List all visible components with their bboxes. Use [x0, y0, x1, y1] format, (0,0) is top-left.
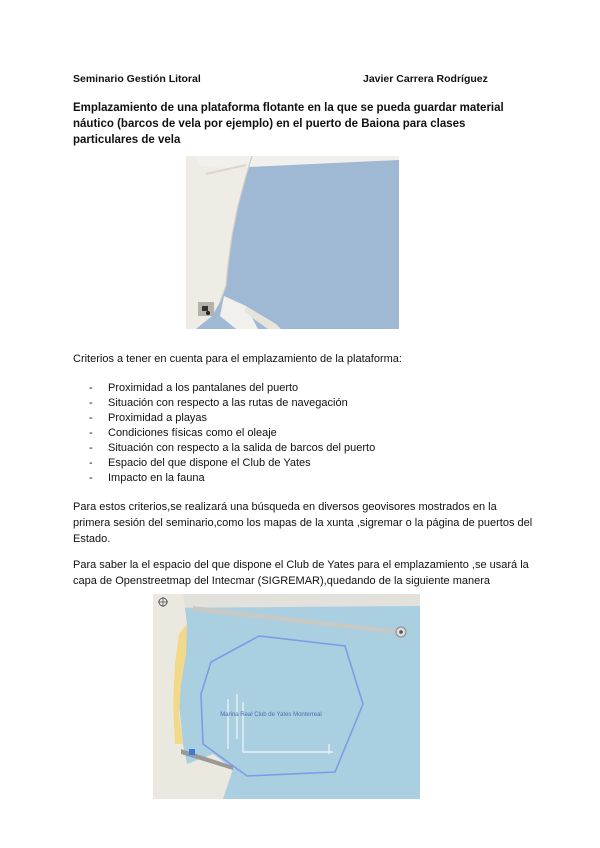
document-header	[73, 73, 533, 85]
bullet-dash: -	[89, 397, 93, 409]
openstreetmap-image	[153, 594, 420, 799]
port-map-image	[186, 156, 399, 329]
bullet-dash: -	[89, 472, 93, 484]
list-item: - Espacio del que dispone el Club de Yates	[89, 457, 311, 469]
bullet-dash: -	[89, 382, 93, 394]
bullet-dash: -	[89, 442, 93, 454]
paragraph-geoviewers: Para estos criterios,se realizará una búsqueda en diversos geovisores mostrados en la primera sesión del seminario,como los mapas de la xunta ,sigremar o la página de puertos del Estado.	[73, 501, 533, 545]
author-name: Javier Carrera Rodríguez	[363, 73, 488, 85]
list-item: - Situación con respecto a las rutas de navegación	[89, 397, 348, 409]
list-item: - Impacto en la fauna	[89, 472, 205, 484]
port-map-svg	[186, 156, 399, 329]
criteria-intro: Criterios a tener en cuenta para el emplazamiento de la plataforma:	[73, 353, 402, 365]
bullet-dash: -	[89, 457, 93, 469]
list-item: - Condiciones físicas como el oleaje	[89, 427, 277, 439]
document-title: Emplazamiento de una plataforma flotante en la que se pueda guardar material náutico (barcos de vela por ejemplo) en el puerto de Baiona para clases particulares de vela	[73, 102, 504, 146]
list-item: - Situación con respecto a la salida de barcos del puerto	[89, 442, 376, 454]
list-item: - Proximidad a playas	[89, 412, 208, 424]
paragraph-openstreetmap: Para saber la el espacio del que dispone el Club de Yates para el emplazamiento ,se usará la capa de Openstreetmap del Intecmar (SIGREMAR),quedando de la siguiente manera	[73, 559, 529, 587]
list-item: - Proximidad a los pantalanes del puerto	[89, 382, 299, 394]
marina-map-svg	[153, 594, 420, 799]
criteria-list	[89, 381, 375, 486]
bullet-dash: -	[89, 412, 93, 424]
marina-label: Marina Real Club de Yates Monterreal	[220, 712, 322, 718]
seminar-name: Seminario Gestión Litoral	[73, 73, 201, 85]
bullet-dash: -	[89, 427, 93, 439]
